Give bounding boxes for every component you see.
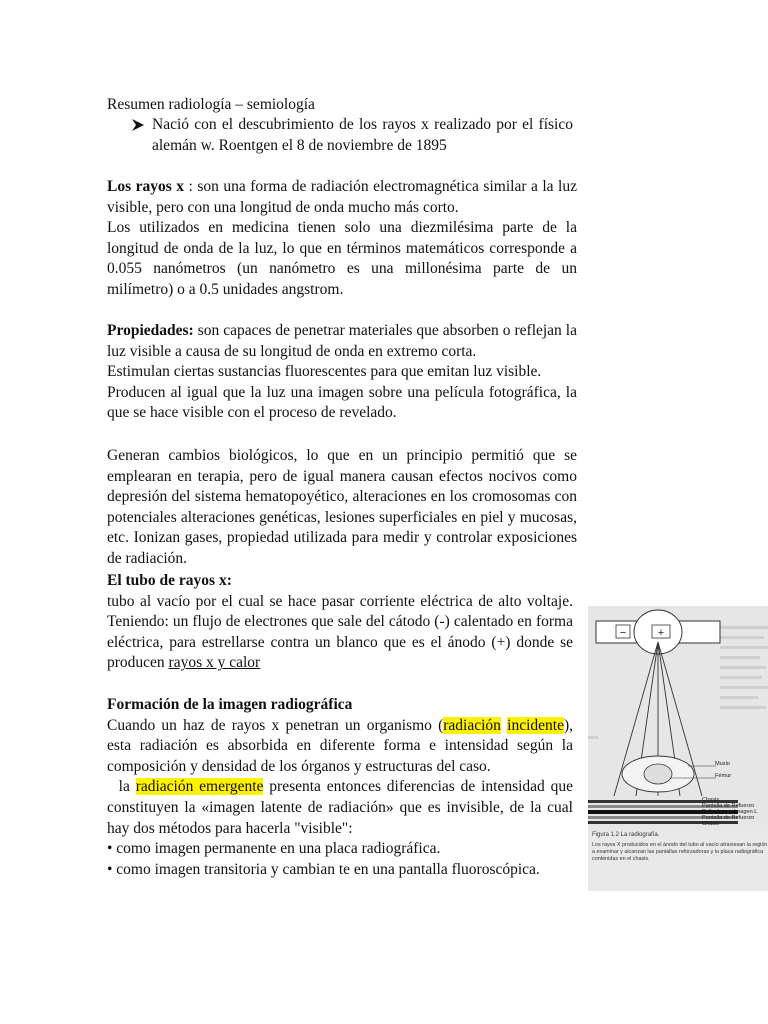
tubo-text-main: tubo al vacío por el cual se hace pasar corriente eléctrica de alto voltaje. Teniendo: un flujo de electrones que sale del cátodo (-) calentado en forma eléctrica, para estrellarse contra un blanco que es el ánodo (+) donde se producen xyxy=(107,592,573,672)
formacion-section xyxy=(107,695,573,880)
label-pantalla-top: Pantalla de Refuerzo xyxy=(702,803,755,809)
propiedades-section xyxy=(107,321,577,424)
formacion-p2-end: presenta entonces diferencias de intensidad que constituyen la «imagen latente de radiación» que es invisible, de la cual hay dos métodos para hacerla "visible": xyxy=(107,778,574,837)
propiedades-definition: son capaces de penetrar materiales que absorben o reflejan la luz visible a causa de su longitud de onda en extremo corta. xyxy=(107,322,577,360)
label-femur: Fémur xyxy=(715,773,732,779)
rayos-x-medicine-paragraph: Los utilizados en medicina tienen solo una diezmilésima parte de la longitud de onda de la luz, lo que en términos matemáticos corresponde a 0.055 nanómetros (un nanómetro es una millonésima parte de un milímetro) o a 0.5 unidades angstrom. xyxy=(107,219,577,298)
tubo-section xyxy=(107,571,573,674)
formacion-p1-start: Cuando un haz de rayos x penetran un organismo ( xyxy=(107,716,444,734)
label-muslo: Muslo xyxy=(715,761,730,767)
tubo-rayos-calor: rayos x y calor xyxy=(168,654,261,672)
cathode-symbol: − xyxy=(619,627,627,639)
formacion-bullet-2: • como imagen transitoria y cambian te en una pantalla fluoroscópica. xyxy=(107,860,540,878)
formacion-heading: Formación de la imagen radiográfica xyxy=(107,696,353,713)
intro-bullet xyxy=(131,115,573,156)
rayos-x-term: Los rayos x xyxy=(107,178,185,195)
label-pantalla-bottom: Pantalla de Refuerzo xyxy=(702,815,755,821)
tubo-text xyxy=(107,592,573,674)
highlight-radiacion-emergente: radiación emergente xyxy=(135,778,264,796)
rayos-x-sep: : xyxy=(184,178,198,195)
anode-symbol: + xyxy=(657,627,665,639)
formacion-p2 xyxy=(107,777,573,839)
propiedades-fluorescent: Estimulan ciertas sustancias fluorescentes para que emitan luz visible. xyxy=(107,363,542,381)
biological-effects-paragraph: Generan cambios biológicos, lo que en un principio permitió que se emplearan en terapia, pero de igual manera causan efectos nocivos como depresión del sistema hematopoyético, alteraciones en los cromosomas con potenciales alteraciones genéticas, lesiones superficiales en piel y mucosas, etc. Ionizan gases, propiedad utilizada para medir y controlar exposiciones de radiación. xyxy=(107,447,577,567)
figure-caption: Los rayos X producidos en el ánodo del tubo al vacío atraviesan la región a examinar y alcanzan las pantallas reforzadoras y la placa radiográfica contenidas en el chasis. xyxy=(592,842,768,862)
figure-caption-title: Figura 1.2 La radiografía. xyxy=(592,832,660,838)
rayos-x-definition: son una forma de radiación electromagnética similar a la luz visible, pero con una longitud de onda mucho más corto. xyxy=(107,178,577,216)
highlight-radiacion: radiación xyxy=(443,716,501,734)
xray-diagram xyxy=(588,606,768,831)
propiedades-term: Propiedades: xyxy=(107,322,194,339)
tubo-heading: El tubo de rayos x: xyxy=(107,572,232,589)
page-title: Resumen radiología – semiología xyxy=(107,96,315,113)
label-chasis-bottom: Chasis xyxy=(702,821,720,827)
highlight-incidente: incidente xyxy=(507,716,564,734)
propiedades-photographic: Producen al igual que la luz una imagen sobre una película fotográfica, la que se hace visible con el proceso de revelado. xyxy=(107,383,577,422)
formacion-p1 xyxy=(107,716,573,778)
formacion-p2-start: la xyxy=(107,778,136,796)
label-chasis-top: Chasis xyxy=(702,797,720,803)
intro-bullet-text: Nació con el descubrimiento de los rayos x realizado por el físico alemán w. Roentgen el 8 de noviembre de 1895 xyxy=(152,116,573,154)
formacion-p1-end: ), esta radiación es absorbida en diferente forma e intensidad según la composición y densidad de los órganos y estructuras del caso. xyxy=(107,716,574,775)
label-pelicula: Película con Imagen L xyxy=(702,809,758,815)
xray-figure xyxy=(588,606,768,891)
rayos-x-section xyxy=(107,177,577,301)
arrow-bullet-icon xyxy=(131,115,149,139)
formacion-bullet-1: • como imagen permanente en una placa radiográfica. xyxy=(107,840,441,858)
